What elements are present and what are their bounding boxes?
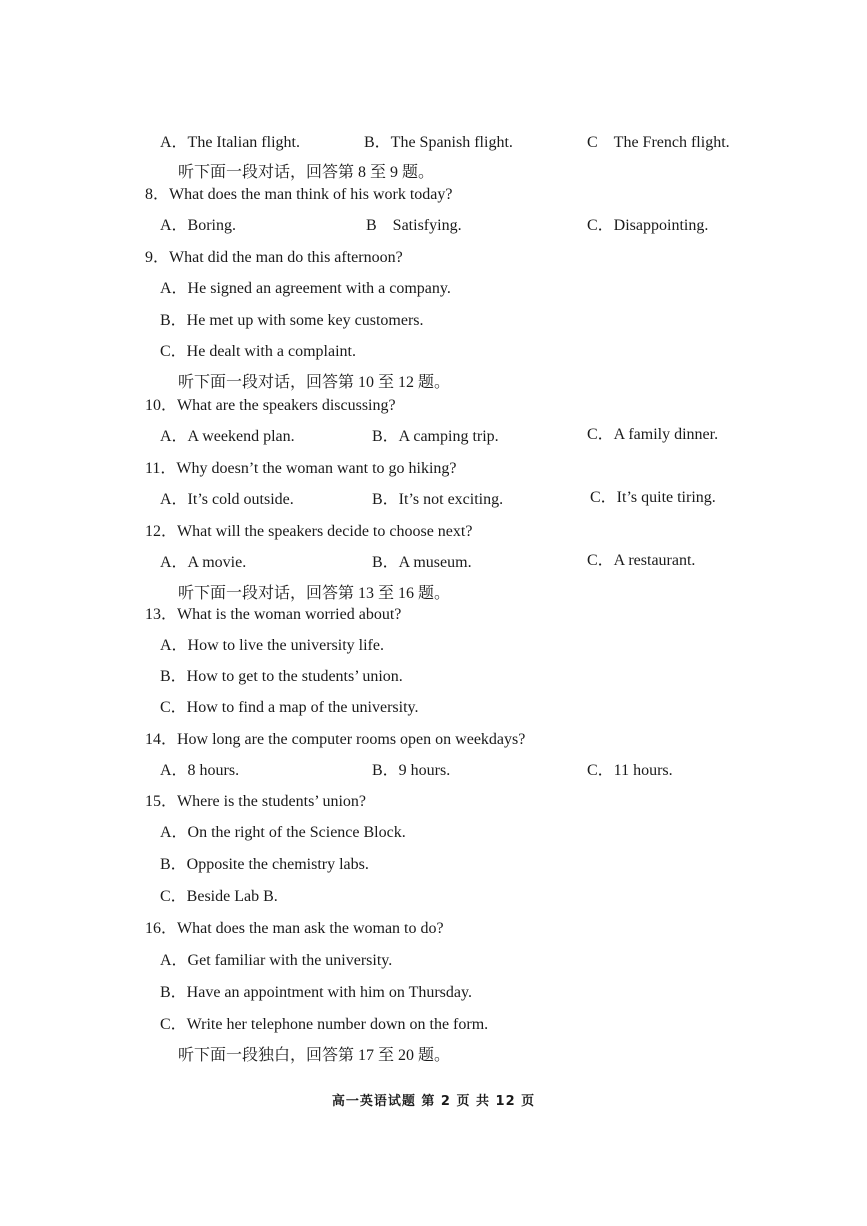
question-13-stem: 13．What is the woman worried about? (145, 606, 402, 623)
q11-option-c: C．It’s quite tiring. (590, 489, 716, 506)
instruction-8-9: 听下面一段对话，回答第 8 至 9 题。 (178, 164, 435, 181)
q9-option-a: A．He signed an agreement with a company. (160, 280, 451, 297)
instruction-10-12: 听下面一段对话，回答第 10 至 12 题。 (178, 374, 451, 391)
instruction-17-20: 听下面一段独白，回答第 17 至 20 题。 (178, 1047, 451, 1064)
q10-option-a: A．A weekend plan. (160, 428, 295, 445)
question-10-stem: 10．What are the speakers discussing? (145, 397, 396, 414)
question-16-stem: 16．What does the man ask the woman to do? (145, 920, 444, 937)
q8-option-a: A．Boring. (160, 217, 237, 234)
q16-option-c: C．Write her telephone number down on the form. (160, 1016, 489, 1033)
q9-option-c: C．He dealt with a complaint. (160, 343, 356, 360)
q7-option-a: A．The Italian flight. (160, 134, 300, 151)
q8-option-b: B Satisfying. (366, 217, 462, 234)
question-11-stem: 11．Why doesn’t the woman want to go hiking? (145, 460, 457, 477)
q13-option-a: A．How to live the university life. (160, 637, 384, 654)
q15-option-b: B．Opposite the chemistry labs. (160, 856, 369, 873)
instruction-13-16: 听下面一段对话，回答第 13 至 16 题。 (178, 585, 451, 602)
q7-option-b: B．The Spanish flight. (364, 134, 513, 151)
page-footer: 高一英语试题 第 2 页 共 12 页 (331, 1094, 536, 1109)
question-15-stem: 15．Where is the students’ union? (145, 793, 366, 810)
q12-option-c: C．A restaurant. (587, 552, 696, 569)
q16-option-a: A．Get familiar with the university. (160, 952, 393, 969)
question-8-stem: 8．What does the man think of his work today? (145, 186, 453, 203)
question-14-stem: 14．How long are the computer rooms open on weekdays? (145, 731, 526, 748)
q8-option-c: C．Disappointing. (587, 217, 709, 234)
q16-option-b: B．Have an appointment with him on Thursday. (160, 984, 472, 1001)
q15-option-a: A．On the right of the Science Block. (160, 824, 406, 841)
q12-option-a: A．A movie. (160, 554, 247, 571)
q11-option-a: A．It’s cold outside. (160, 491, 294, 508)
q14-option-a: A．8 hours. (160, 762, 240, 779)
q13-option-c: C．How to find a map of the university. (160, 699, 419, 716)
q12-option-b: B．A museum. (372, 554, 472, 571)
q11-option-b: B．It’s not exciting. (372, 491, 504, 508)
q10-option-c: C．A family dinner. (587, 426, 719, 443)
q15-option-c: C．Beside Lab B. (160, 888, 278, 905)
q13-option-b: B．How to get to the students’ union. (160, 668, 403, 685)
q9-option-b: B．He met up with some key customers. (160, 312, 424, 329)
question-12-stem: 12．What will the speakers decide to choose next? (145, 523, 473, 540)
q14-option-c: C．11 hours. (587, 762, 673, 779)
q14-option-b: B．9 hours. (372, 762, 451, 779)
q7-option-c: C The French flight. (587, 134, 730, 151)
q10-option-b: B．A camping trip. (372, 428, 499, 445)
question-9-stem: 9．What did the man do this afternoon? (145, 249, 403, 266)
